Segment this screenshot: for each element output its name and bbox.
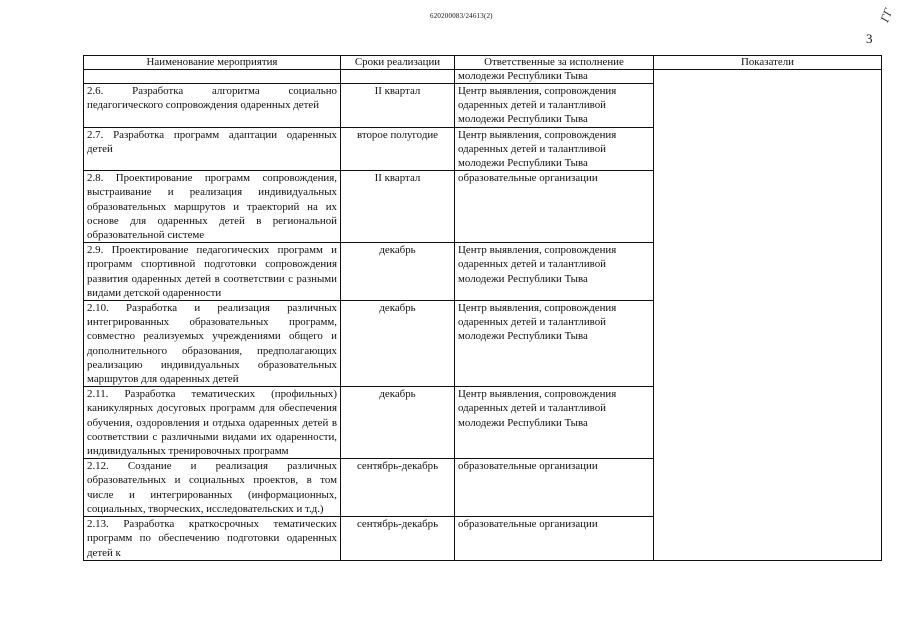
cell-responsible: образовательные организации (455, 171, 654, 243)
column-header-name: Наименование мероприятия (84, 56, 341, 70)
cell-name: 2.6. Разработка алгоритма социально педагогического сопровождения одаренных детей (84, 84, 341, 128)
cell-name: 2.12. Создание и реализация различных образовательных и социальных проектов, в том числе и интегрированных (информационных, социальных, творческих, исследовательских и т.д.) (84, 459, 341, 517)
cell-term: сентябрь-декабрь (341, 459, 455, 517)
cell-term: второе полугодие (341, 127, 455, 171)
cell-responsible: Центр выявления, сопровождения одаренных детей и талантливой молодежи Республики Тыва (455, 84, 654, 128)
cell-name (84, 70, 341, 84)
cell-name: 2.8. Проектирование программ сопровождения, выстраивание и реализация индивидуальных образовательных маршрутов и траекторий на их основе для одаренных детей в региональной образовательной системе (84, 171, 341, 243)
cell-responsible: образовательные организации (455, 517, 654, 561)
cell-name: 2.9. Проектирование педагогических программ и программ спортивной подготовки сопровождения развития одаренных детей в соответствии с разными видами детской одаренности (84, 243, 341, 301)
cell-term: сентябрь-декабрь (341, 517, 455, 561)
cell-responsible: Центр выявления, сопровождения одаренных детей и талантливой молодежи Республики Тыва (455, 127, 654, 171)
cell-responsible: Центр выявления, сопровождения одаренных детей и талантливой молодежи Республики Тыва (455, 301, 654, 387)
cell-term: декабрь (341, 243, 455, 301)
cell-name: 2.10. Разработка и реализация различных интегрированных образовательных программ, совместно реализуемых учреждениями общего и дополнительного образования, предполагающих реализацию индивидуальных образовательных маршрутов для одаренных детей (84, 301, 341, 387)
document-id: 620200083/24613(2) (430, 12, 493, 20)
column-header-indicators: Показатели (654, 56, 882, 70)
cell-responsible: Центр выявления, сопровождения одаренных детей и талантливой молодежи Республики Тыва (455, 387, 654, 459)
cell-term: II квартал (341, 84, 455, 128)
cell-term: II квартал (341, 171, 455, 243)
page-number: 3 (866, 31, 873, 46)
cell-indicators (654, 70, 882, 561)
cell-name: 2.11. Разработка тематических (профильных) каникулярных досуговых программ для обеспечения обучения, оздоровления и отдыха одаренных детей в соответствии с различными видами их одаренности, индивидуальных тренировочных программ (84, 387, 341, 459)
table-row-continuation (84, 70, 882, 84)
cell-term: декабрь (341, 387, 455, 459)
cell-name: 2.13. Разработка краткосрочных тематических программ по обеспечению подготовки одаренных детей к (84, 517, 341, 561)
activities-table (83, 55, 882, 561)
table-header-row (84, 56, 882, 70)
cell-term: декабрь (341, 301, 455, 387)
column-header-term: Сроки реализации (341, 56, 455, 70)
handwritten-mark: ГГ (877, 6, 896, 25)
cell-responsible: Центр выявления, сопровождения одаренных детей и талантливой молодежи Республики Тыва (455, 243, 654, 301)
cell-term (341, 70, 455, 84)
cell-responsible: молодежи Республики Тыва (455, 70, 654, 84)
cell-responsible: образовательные организации (455, 459, 654, 517)
column-header-responsible: Ответственные за исполнение (455, 56, 654, 70)
cell-name: 2.7. Разработка программ адаптации одаренных детей (84, 127, 341, 171)
